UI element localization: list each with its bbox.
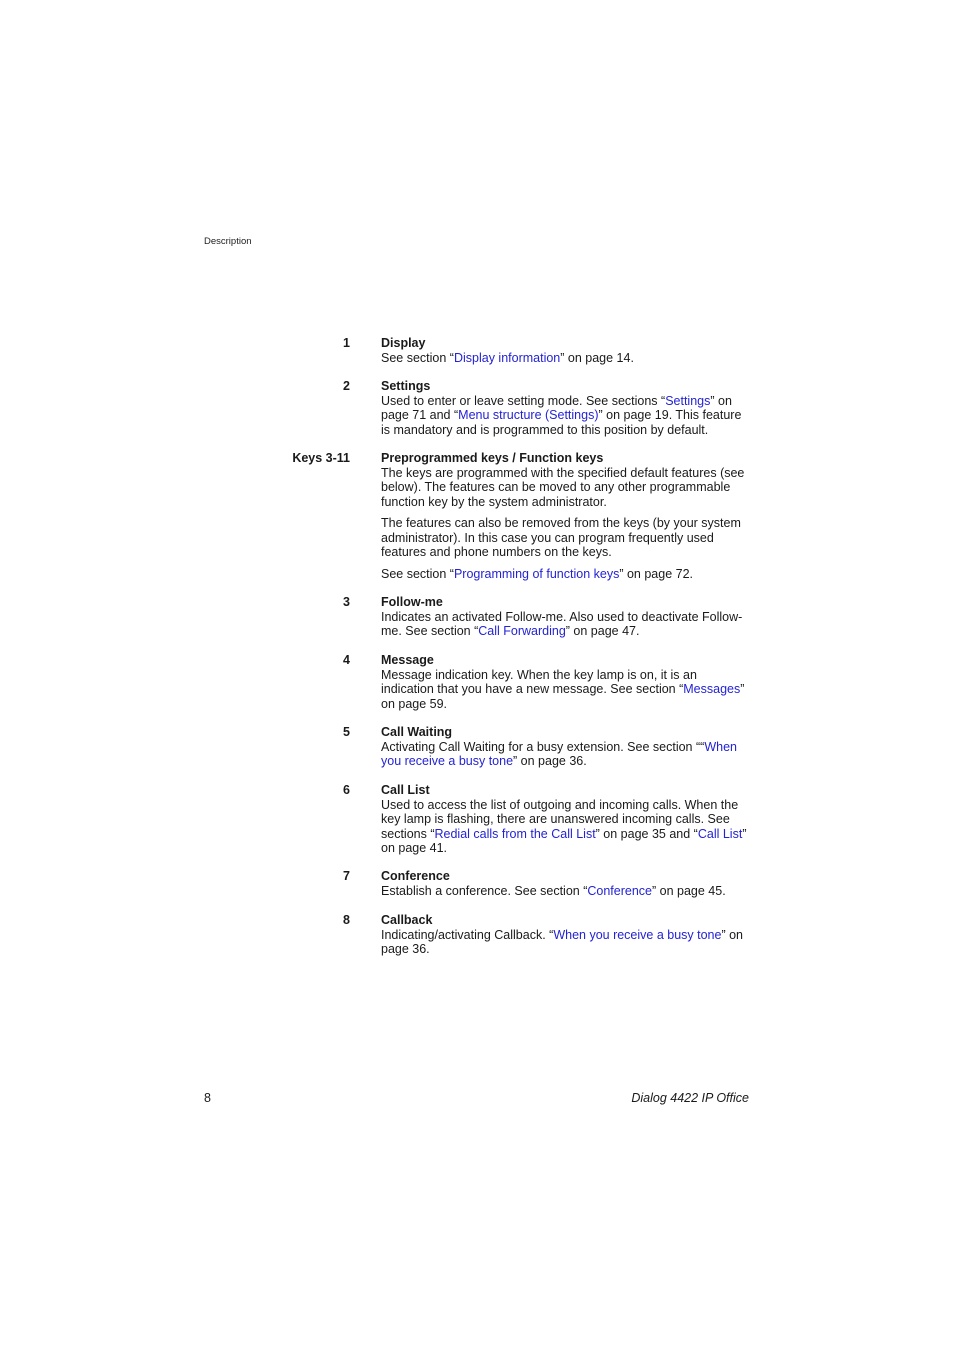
paragraph-text: ” on page 72. [619,566,693,581]
entry-title: Message [381,653,434,667]
paragraph-text: ” on page 41. [381,826,747,855]
entry-paragraph [381,466,753,510]
paragraph-text: ” on page 45. [652,883,726,898]
entry-paragraph [381,928,753,957]
paragraph-text: See section “ [381,350,454,365]
cross-reference-link[interactable]: Conference [587,883,652,898]
cross-reference-link[interactable]: Menu structure (Settings) [458,408,599,422]
running-header: Description [204,236,252,247]
cross-reference-link[interactable]: Redial calls from the Call List [434,826,596,841]
cross-reference-link[interactable]: Call Forwarding [478,624,566,638]
entry-number: 2 [343,379,350,393]
entry-number: Keys 3-11 [292,451,350,465]
paragraph-text: Indicating/activating Callback. “ [381,927,554,942]
cross-reference-link[interactable]: Settings [665,393,711,408]
paragraph-text: Used to access the list of outgoing and incoming calls. When the key lamp is flashing, there are unanswered incoming calls. See sections “ [381,797,739,841]
paragraph-text: ” on page 71 and “ [381,393,732,422]
entry-paragraph [381,516,753,560]
entry-paragraph [381,567,753,582]
cross-reference-link[interactable]: When you receive a busy tone [553,927,722,942]
entry-body [381,725,753,769]
entry-body [381,379,753,437]
entry-paragraph [381,394,753,438]
paragraph-text: Message indication key. When the key lamp is on, it is an indication that you have a new message. See section “ [381,667,697,696]
entry-number: 7 [343,869,350,883]
paragraph-text: The keys are programmed with the specified default features (see below). The features can be moved to any other programmable function key by the system administrator. [381,465,745,509]
entry-title: Settings [381,379,431,393]
entry-body [381,869,753,898]
entry-paragraph [381,798,753,856]
entry-title: Call List [381,783,430,797]
paragraph-text: ” on page 14. [560,350,634,365]
entry-title: Callback [381,913,433,927]
entry-number: 8 [343,913,350,927]
entry-body [381,451,753,581]
entry-number: 6 [343,783,350,797]
cross-reference-link[interactable]: Call List [697,826,743,841]
cross-reference-link[interactable]: Programming of function keys [453,566,620,581]
entry-number: 1 [343,336,350,350]
entry-title: Call Waiting [381,725,453,739]
entry-paragraph [381,740,753,769]
entry-title: Preprogrammed keys / Function keys [381,451,604,465]
paragraph-text: ” on page 47. [565,624,640,638]
cross-reference-link[interactable]: When you receive a busy tone [381,739,737,768]
paragraph-text: ” on page 19. This feature is mandatory and is programmed to this position by default. [381,408,742,437]
paragraph-text: Establish a conference. See section “ [381,883,588,898]
entry-paragraph [381,351,753,366]
cross-reference-link[interactable]: Display information [453,350,561,365]
entry-paragraph [381,884,753,899]
entry-paragraph [381,668,753,712]
entry-body [381,595,753,639]
paragraph-text: See section “ [381,566,454,581]
paragraph-text: ” on page 35 and “ [595,826,698,841]
paragraph-text: ” on page 59. [381,682,745,711]
entry-number: 3 [343,595,350,609]
entry-body [381,653,753,711]
entry-number: 4 [343,653,350,667]
document-title: Dialog 4422 IP Office [631,1091,749,1105]
entry-body [381,336,753,365]
paragraph-text: ” on page 36. [381,927,744,956]
entry-title: Display [381,336,426,350]
entry-body [381,913,753,957]
entry-paragraph [381,610,753,639]
paragraph-text: Indicates an activated Follow-me. Also used to deactivate Follow-me. See section “ [381,609,743,638]
paragraph-text: ” on page 36. [513,754,587,768]
paragraph-text: Used to enter or leave setting mode. See sections “ [381,393,666,408]
entry-title: Follow-me [381,595,443,609]
entry-body [381,783,753,856]
page-number: 8 [204,1091,211,1105]
entry-title: Conference [381,869,450,883]
paragraph-text: The features can also be removed from the keys (by your system administrator). In this case you can program frequently used features and phone numbers on the keys. [381,516,741,559]
cross-reference-link[interactable]: Messages [683,682,741,696]
paragraph-text: Activating Call Waiting for a busy extension. See section ““ [381,739,705,754]
entry-number: 5 [343,725,350,739]
